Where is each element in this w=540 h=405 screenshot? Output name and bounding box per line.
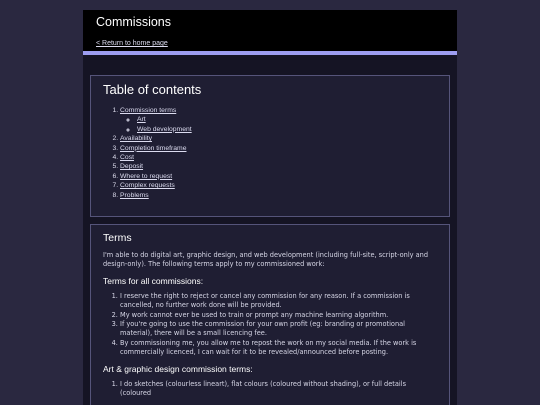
toc-link-where-to-request[interactable]: Where to request: [120, 172, 173, 180]
toc-item: [120, 191, 437, 200]
toc-link-problems[interactable]: Problems: [120, 191, 149, 199]
toc-item: [120, 144, 437, 153]
toc-link-complex-requests[interactable]: Complex requests: [120, 182, 175, 190]
toc-item: [120, 181, 437, 190]
toc-list: [103, 106, 437, 200]
list-item: 4. By commissioning me, you allow me to repost the work on my social media. If the work is commercially licenced, I can wait for it to be revealed/announced before posting.: [120, 339, 437, 358]
toc-link-art[interactable]: Art: [137, 116, 146, 124]
art-terms-heading: Art & graphic design commission terms:: [103, 363, 253, 374]
toc-item: [120, 106, 437, 134]
toc-link-deposit[interactable]: Deposit: [120, 163, 144, 171]
home-link[interactable]: < Return to home page: [96, 40, 168, 47]
toc-subitem: [137, 115, 437, 124]
table-of-contents: [90, 75, 450, 217]
header: [83, 10, 457, 55]
toc-link-completion-timeframe[interactable]: Completion timeframe: [120, 144, 187, 152]
list-item: 1. I reserve the right to reject or cancel any commission for any reason. If a commission is cancelled, no further work done will be provided.: [120, 292, 437, 311]
toc-item: [120, 162, 437, 171]
toc-link-availability[interactable]: Availability: [120, 135, 152, 143]
art-terms-list: [103, 380, 437, 399]
toc-item: [120, 134, 437, 143]
toc-title: Table of contents: [103, 82, 202, 97]
toc-link-commission-terms[interactable]: Commission terms: [120, 107, 177, 114]
toc-item: [120, 153, 437, 162]
toc-sublist: [120, 115, 437, 134]
all-commissions-list: [103, 292, 437, 358]
toc-subitem: [137, 125, 437, 134]
list-item: 2. My work cannot ever be used to train or prompt any machine learning algorithm.: [120, 311, 437, 320]
list-item: 3. If you're going to use the commission for your own profit (eg: branding or promotional material), there will be a small licencing fee.: [120, 320, 437, 339]
page: [83, 10, 457, 405]
terms-title: Terms: [103, 232, 132, 244]
terms-section: [90, 224, 450, 405]
toc-link-web-development[interactable]: Web development: [137, 125, 192, 133]
all-commissions-heading: Terms for all commissions:: [103, 275, 204, 286]
toc-item: [120, 172, 437, 181]
toc-link-cost[interactable]: Cost: [120, 154, 134, 162]
list-item: 1. I do sketches (colourless lineart), flat colours (coloured without shading), or full details (coloured: [120, 380, 437, 399]
page-title: Commissions: [96, 15, 172, 29]
terms-intro: I'm able to do digital art, graphic design, and web development (including full-site, script-only and design-only). The following terms apply to my commissioned work:: [103, 251, 429, 269]
